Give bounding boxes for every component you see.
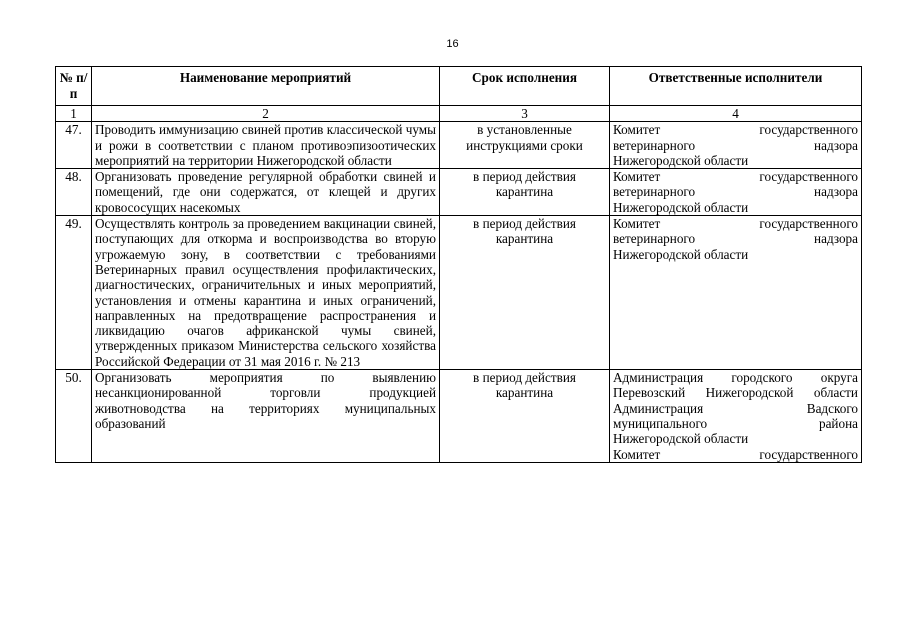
row-responsible [610,370,862,463]
responsible-line: ветеринарного надзора [613,184,858,200]
responsible-line: муниципального района [613,415,858,431]
column-number: 4 [610,106,862,122]
header-no: № п/п [56,67,92,106]
column-number: 3 [440,106,610,122]
responsible-line: Перевозский Нижегородской области [613,385,858,401]
header-responsible: Ответственные исполнители [610,67,862,106]
responsible-line: ветеринарного надзора [613,137,858,153]
row-deadline: в период действия карантина [440,216,610,370]
row-number: 48. [56,169,92,216]
responsible-line: Комитет государственного [613,446,858,462]
row-number: 50. [56,370,92,463]
header-deadline: Срок исполнения [440,67,610,106]
responsible-line: Нижегородской области [613,246,749,262]
row-action: Осуществлять контроль за проведением вакцинации свиней, поступающих для откорма и воспроизводства во вторую угрожаемую зону, в соответствии с требованиями Ветеринарных правил осуществления профилактических, диагностических, ограничительных и иных мероприятий, установления и отмены карантина и иных ограничений, направленных на предотвращение распространения и ликвидацию очагов африканской чумы свиней, утвержденных приказом Министерства сельского хозяйства Российской Федерации от 31 мая 2016 г. № 213 [92,216,440,370]
header-row [56,67,862,106]
responsible-line: Нижегородской области [613,152,749,168]
responsible-line: ветеринарного надзора [613,231,858,247]
table-row [56,216,862,370]
column-number: 2 [92,106,440,122]
responsible-line: Нижегородской области [613,431,749,447]
column-number: 1 [56,106,92,122]
table-row [56,370,862,463]
row-number: 49. [56,216,92,370]
table-row [56,122,862,169]
row-responsible [610,169,862,216]
column-number-row [56,106,862,122]
responsible-line: Администрация Вадского [613,400,858,416]
measures-table [55,66,862,463]
row-deadline: в установленные инструкциями сроки [440,122,610,169]
responsible-line: Комитет государственного [613,216,858,232]
row-number: 47. [56,122,92,169]
row-responsible [610,216,862,370]
responsible-line: Комитет государственного [613,169,858,185]
row-deadline: в период действия карантина [440,370,610,463]
responsible-line: Нижегородской области [613,199,749,215]
row-action: Организовать проведение регулярной обработки свиней и помещений, где они содержатся, от клещей и других кровососущих насекомых [92,169,440,216]
responsible-line: Комитет государственного [613,122,858,138]
header-name: Наименование мероприятий [92,67,440,106]
row-deadline: в период действия карантина [440,169,610,216]
table-row [56,169,862,216]
row-responsible [610,122,862,169]
page-number: 16 [446,38,459,50]
row-action: Организовать мероприятия по выявлению несанкционированной торговли продукцией животноводства на территориях муниципальных образований [92,370,440,463]
responsible-line: Администрация городского округа [613,370,858,386]
row-action: Проводить иммунизацию свиней против классической чумы и рожи в соответствии с планом противоэпизоотических мероприятий на территории Нижегородской области [92,122,440,169]
